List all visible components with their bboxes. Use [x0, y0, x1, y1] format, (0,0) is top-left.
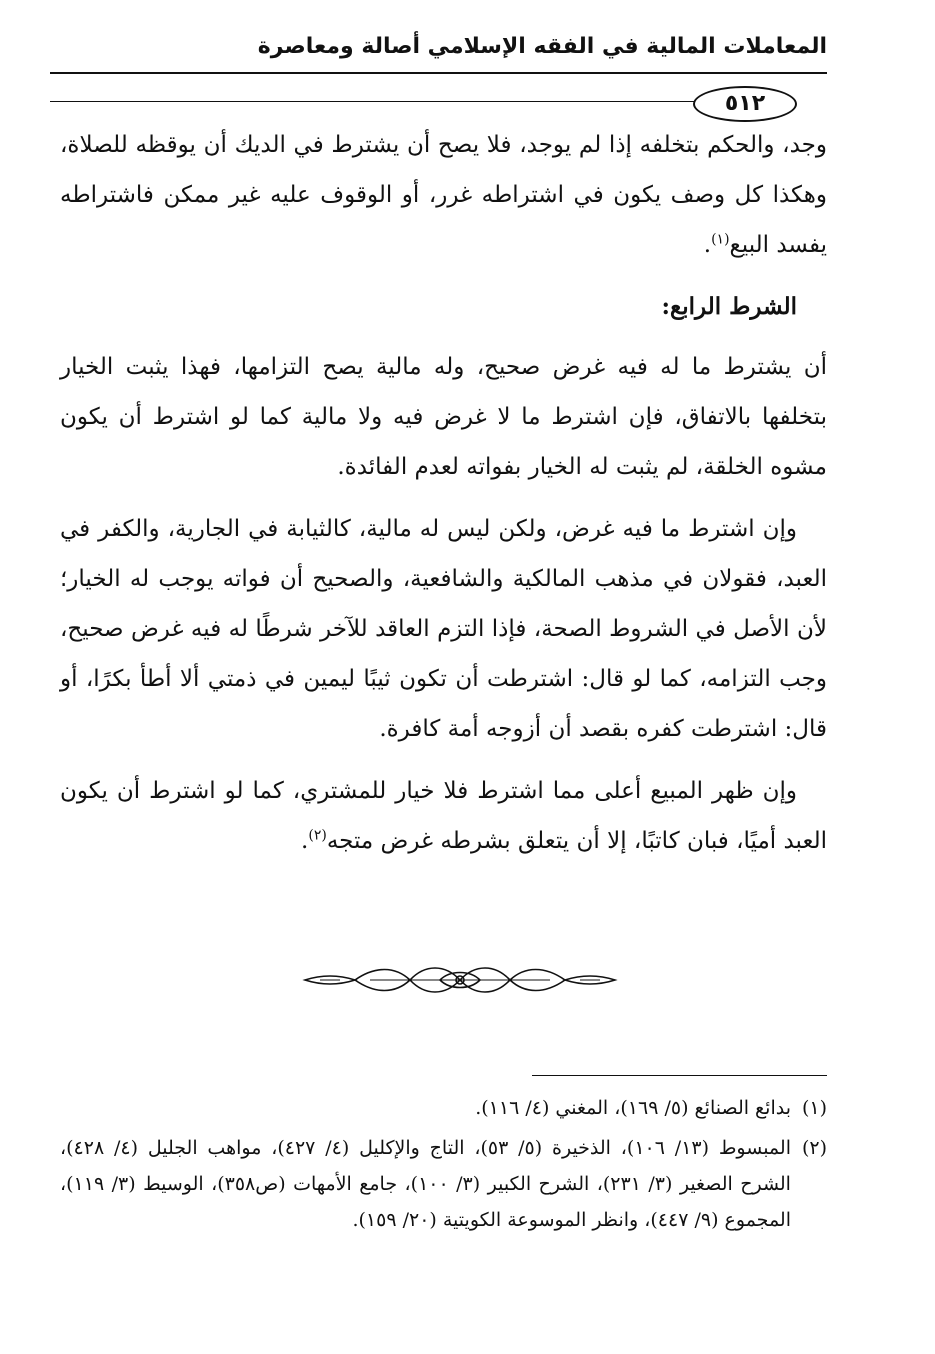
paragraph-1-text: وجد، والحكم بتخلفه إذا لم يوجد، فلا يصح أن يشترط في الديك أن يوقظه للصلاة، وهكذا كل وصف يكون في اشتراطه غرر، أو الوقوف عليه غير ممكن فاشتراطه يفسد البيع [60, 132, 827, 258]
running-title: المعاملات المالية في الفقه الإسلامي أصالة ومعاصرة [257, 34, 827, 59]
footnote-1 [60, 1090, 827, 1126]
footnote-number: (١) [801, 1097, 827, 1119]
footnote-text: بدائع الصنائع (٥/ ١٦٩)، المغني (٤/ ١١٦). [475, 1097, 791, 1119]
footnote-text: المبسوط (١٣/ ١٠٦)، الذخيرة (٥/ ٥٣)، التاج والإكليل (٤/ ٤٢٧)، مواهب الجليل (٤/ ٤٢٨)، الشرح الصغير (٣/ ٢٣١)، الشرح الكبير (٣/ ١٠٠)، جامع الأمهات (ص٣٥٨)، الوسيط (٣/ ١١٩)، المجموع (٩/ ٤٤٧)، وانظر الموسوعة الكويتية (٢٠/ ١٥٩). [60, 1137, 791, 1231]
header-rule [50, 72, 827, 74]
paragraph-4-end: . [301, 828, 309, 854]
divider-ornament [300, 960, 620, 1000]
paragraph-2: أن يشترط ما له فيه غرض صحيح، وله مالية يصح التزامها، فهذا يثبت الخيار بتخلفها بالاتفاق، فإن اشترط ما لا غرض فيه ولا مالية كما لو اشترط أن يكون مشوه الخلقة، لم يثبت له الخيار بفواته لعدم الفائدة. [60, 354, 827, 480]
page-number: ٥١٢ [693, 86, 797, 122]
footnote-ref-2: (٢) [308, 827, 327, 844]
footnote-number: (٢) [801, 1137, 827, 1159]
header-rule-lower [50, 101, 697, 102]
footnote-ref-1: (١) [711, 231, 730, 248]
paragraph-3: وإن اشترط ما فيه غرض، ولكن ليس له مالية، كالثيابة في الجارية، والكفر في العبد، فقولان في مذهب المالكية والشافعية، والصحيح أن فواته يوجب له الخيار؛ لأن الأصل في الشروط الصحة، فإذا التزم العاقد للآخر شرطًا له فيه غرض صحيح، وجب التزامه، كما لو قال: اشترطت أن تكون ثيبًا ليمين في ذمتي ألا أطأ بكرًا، أو قال: اشترطت كفره بقصد أن أزوجه أمة كافرة. [60, 516, 827, 742]
main-text [60, 120, 827, 878]
footnotes [60, 1090, 827, 1242]
paragraph-4 [60, 766, 827, 866]
section-heading: الشرط الرابع: [661, 293, 797, 320]
paragraph-1 [60, 120, 827, 270]
paragraph-1-end: . [703, 232, 712, 258]
footnote-separator [532, 1075, 827, 1076]
footnote-2 [60, 1130, 827, 1238]
page-header [50, 30, 827, 116]
paragraph-4-text: وإن ظهر المبيع أعلى مما اشترط فلا خيار للمشتري، كما لو اشترط أن يكون العبد أميًا، فبان كاتبًا، إلا أن يتعلق بشرطه غرض متجه [60, 778, 827, 854]
